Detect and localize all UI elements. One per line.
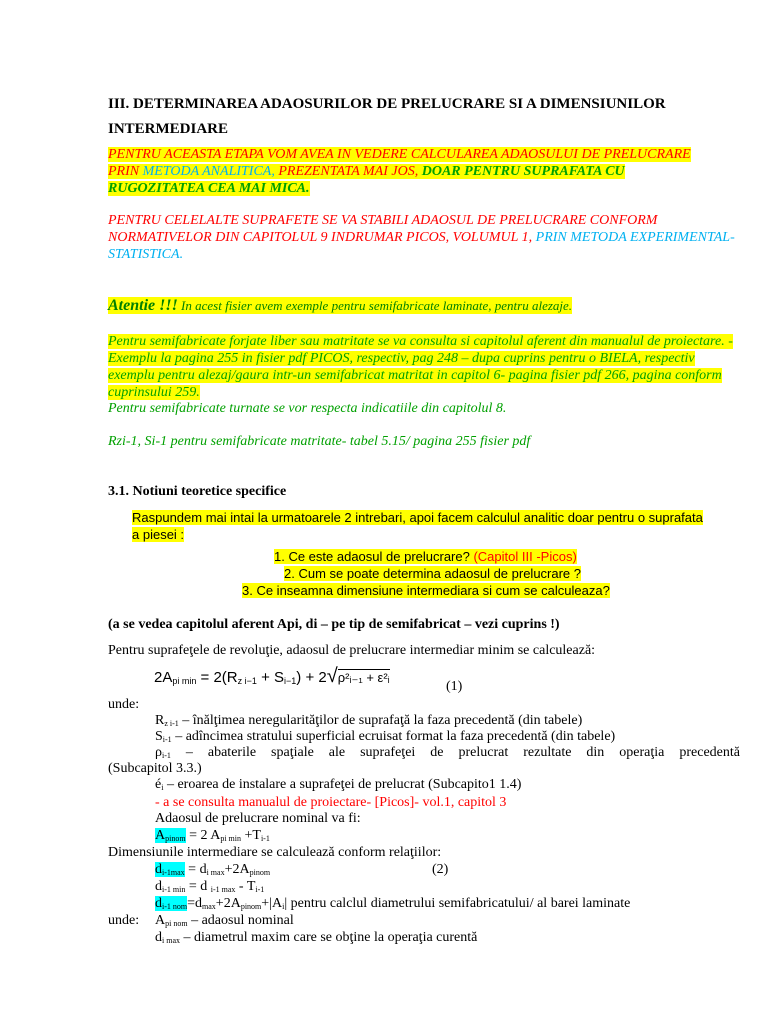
formula-sub-si: i−1 [284, 676, 297, 686]
def-eps [155, 777, 521, 796]
intro-p2-red: PENTRU CELELALTE SUPRAFETE SE VA STABILI ADAOSUL DE PRELUCRARE CONFORM NORMATIVELOR DIN CAPITOLUL 9 INDRUMAR PICOS, VOLUMUL 1, [108, 213, 658, 245]
formula-sqrt-content: ρ²ᵢ₋₁ + ε²ᵢ [337, 670, 390, 685]
formula-2-number: (2) [432, 862, 449, 877]
attention-text: In acest fisier avem exemple pentru semifabricate laminate, pentru alezaje. [177, 298, 573, 313]
d3-text: | pentru calclul diametrului semifabricatului/ al barei laminate [284, 896, 631, 911]
intro-p2-cyan: PRIN METODA EXPERIMENTAL-STATISTICA. [108, 230, 735, 262]
formula-plus: + S [256, 669, 285, 686]
dmax-sym: d [155, 930, 162, 945]
dims-label: Dimensiunile intermediare se calculează conform relaţiilor: [108, 845, 442, 860]
formula-sub-pimin: pi min [172, 676, 197, 686]
d3-eq-sub: max [202, 902, 216, 911]
question-1-text: 1. Ce este adaosul de prelucrare? [274, 549, 474, 564]
forged-note [108, 333, 740, 401]
question-1 [274, 549, 577, 565]
d1-sub: i-1max [162, 868, 185, 877]
forged-note-text: Pentru semifabricate forjate liber sau matritate se va consulta si capitolul aferent din manualul de proiectare. - Exemplu la pagina 255 in fisier pdf PICOS, respectiv, pag 248 – dupa cuprins pentru o BIELA, respectiv exemplu pentru alezaj/gaura intr-un semifabricat matritat in capitol 6- pagina fisier pdf 266, pagina conform cuprinsului 259. [108, 334, 733, 400]
question-1-ref: (Capitol III -Picos) [473, 549, 577, 564]
question-2 [284, 566, 581, 582]
answer-intro [132, 509, 712, 543]
nominal-a-sub: pinom [165, 834, 186, 843]
formula-sub-zi: z i−1 [237, 676, 257, 686]
w-sub: pi nom [165, 919, 188, 928]
d2-eq-sub: i-1 max [210, 885, 236, 894]
nominal-eq-sub: pi min [220, 834, 241, 843]
intro-p1-green: DOAR PENTRU SUPRAFATA CU RUGOZITATEA CEA MAI MICA. [108, 164, 625, 196]
sqrt-sign: √ [326, 665, 338, 687]
def-eps-text: – eroarea de instalare a suprafeţei de prelucrat (Subcapito1 1.4) [163, 777, 522, 792]
d1-eq: = d [184, 862, 207, 877]
d3-sym: d [155, 896, 162, 911]
formula-2a: 2A [154, 669, 173, 686]
answer-intro-text: Raspundem mai intai la urmatoarele 2 intrebari, apoi facem calculul analitic doar pentru o suprafata a piesei : [132, 510, 703, 542]
nominal-label: Adaosul de prelucrare nominal va fi: [155, 811, 361, 826]
d2-sym: d [155, 879, 162, 894]
def-eps-sym: é [155, 777, 162, 792]
rzi-note: Rzi-1, Si-1 pentru semifabricate matritate- tabel 5.15/ pagina 255 fisier pdf [108, 434, 531, 449]
nominal-eq: = 2 A [185, 828, 221, 843]
d1-sym: d [155, 862, 162, 877]
w-sym: A [155, 913, 166, 928]
intro-p1-cyan: METODA ANALITICA, [142, 164, 275, 179]
def-r-text: – înălţimea neregularităţilor de suprafaţă la faza precedentă (din tabele) [178, 713, 583, 728]
cast-note: Pentru semifabricate turnate se vor respecta indicatiile din capitolul 8. [108, 401, 507, 416]
def-rho [155, 745, 740, 764]
d1-rest: +2A [224, 862, 250, 877]
def-s-text: – adîncimea stratului superficial ecruisat format la faza precedentă (din tabele) [171, 729, 616, 744]
d3-sub: i-1 nom [162, 902, 188, 911]
unde-label-2: unde: [108, 913, 140, 928]
intro-p1-red: PENTRU ACEASTA ETAPA VOM AVEA IN VEDERE CALCULAREA ADAOSULUI DE PRELUCRARE PRIN [108, 147, 691, 179]
d2-sub: i-1 min [162, 885, 186, 894]
dmax-sub: i max [162, 936, 180, 945]
manual-note: - a se consulta manualul de proiectare- [Picos]- vol.1, capitol 3 [155, 795, 507, 810]
section-title: 3.1. Notiuni teoretice specifice [108, 484, 287, 499]
d1-rest-sub: pinom [249, 868, 271, 877]
def-s-sub: i-1 [162, 735, 172, 744]
d3-tail-sub: i [282, 902, 285, 911]
attention-note [108, 296, 740, 316]
attention-label: Atentie !!! [108, 297, 178, 314]
see-note: (a se vedea capitolul aferent Api, di – pe tip de semifabricat – vezi cuprins !) [108, 617, 560, 632]
question-2-text: 2. Cum se poate determina adaosul de prelucrare ? [284, 566, 582, 581]
chapter-heading-line1: III. DETERMINAREA ADAOSURILOR DE PRELUCRARE SI A DIMENSIUNILOR [108, 96, 666, 112]
formula-end: ) + 2 [296, 669, 327, 686]
intro-p1-red2: PREZENTATA MAI JOS, [274, 164, 422, 179]
formula-1 [154, 662, 432, 692]
intro-paragraph-2 [108, 212, 738, 263]
def-s-sym: S [155, 729, 163, 744]
def-rho-sub: i-1 [162, 751, 171, 760]
chapter-heading [108, 92, 740, 142]
dmax-text: – diametrul maxim care se obţine la operaţia curentă [180, 930, 478, 945]
w-text: – adaosul nominal [187, 913, 294, 928]
question-3-text: 3. Ce inseamna dimensiune intermediara si cum se calculeaza? [242, 583, 610, 598]
nominal-t-sub: i-1 [260, 834, 270, 843]
d3-tail: +|A [261, 896, 283, 911]
def-r-sub: z i-1 [164, 719, 179, 728]
def-rho-text: – abaterile spaţiale ale suprafeţei de prelucrat rezultate din operaţia precedentă [170, 745, 740, 760]
d2-rest: - T [235, 879, 256, 894]
chapter-heading-line2: INTERMEDIARE [108, 121, 229, 137]
question-3 [242, 583, 610, 599]
nominal-a: A [155, 828, 166, 843]
dmax-def [155, 930, 477, 949]
unde-label: unde: [108, 697, 140, 712]
d2-rest-sub: i-1 [255, 885, 265, 894]
d3-eq: =d [187, 896, 203, 911]
d2-eq: = d [185, 879, 211, 894]
formula-1-number: (1) [446, 679, 463, 694]
def-rho-ref: (Subcapitol 3.3.) [108, 761, 202, 776]
d3-rest-sub: pinom [240, 902, 262, 911]
def-r-sym: R [155, 713, 165, 728]
def-rho-sym: ρ [155, 745, 162, 760]
d1-eq-sub: i max [206, 868, 225, 877]
d3-rest: +2A [215, 896, 241, 911]
nominal-t: +T [240, 828, 261, 843]
formula-rest: = 2(R [196, 669, 238, 686]
def-eps-sub: i [161, 783, 164, 792]
revolution-paragraph: Pentru suprafeţele de revoluţie, adaosul de prelucrare intermediar minim se calculează: [108, 643, 596, 658]
intro-paragraph-1 [108, 146, 708, 197]
